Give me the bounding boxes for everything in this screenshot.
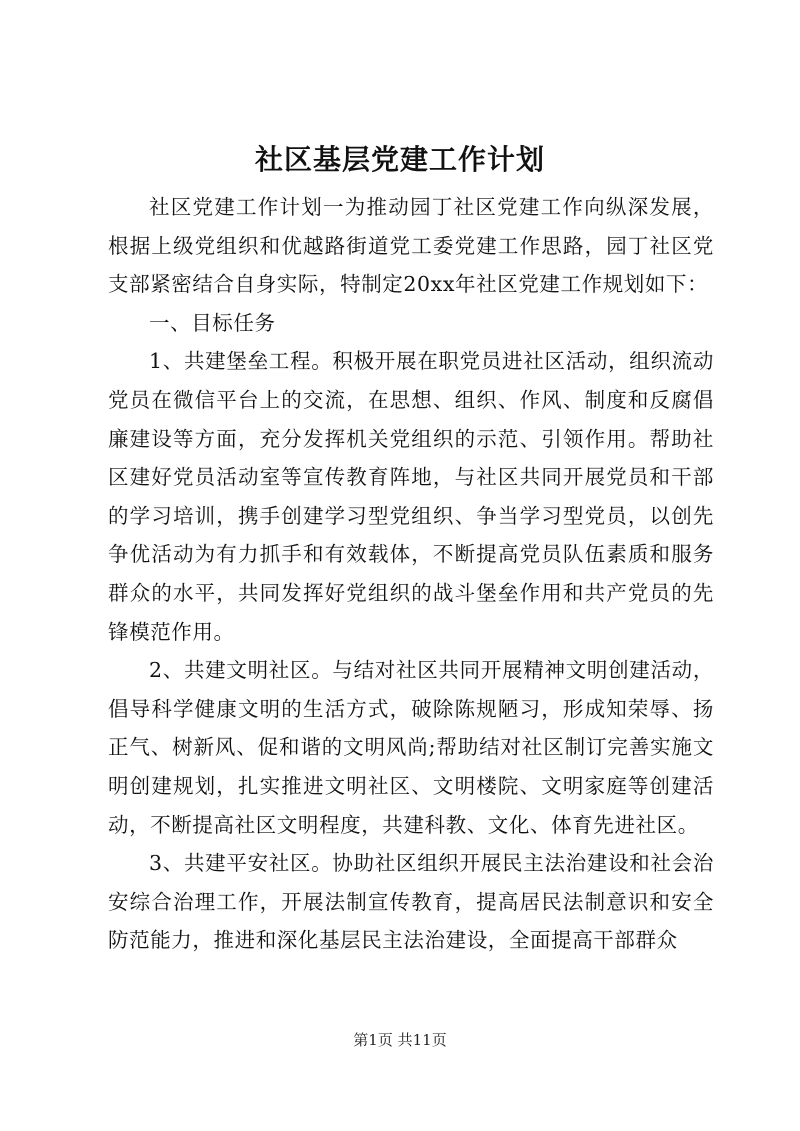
page-number-footer: 第1页 共11页 xyxy=(353,1031,447,1049)
paragraph-item-1: 1、共建堡垒工程。积极开展在职党员进社区活动，组织流动党员在微信平台上的交流，在思想、组织、作风、制度和反腐倡廉建设等方面，充分发挥机关党组织的示范、引领作用。帮助社区建好党员活动室等宣传教育阵地，与社区共同开展党员和干部的学习培训，携手创建学习型党组织、争当学习型党员，以创先争优活动为有力抓手和有效载体，不断提高党员队伍素质和服务群众的水平，共同发挥好党组织的战斗堡垒作用和共产党员的先锋模范作用。 xyxy=(108,349,714,644)
section-heading: 一、目标任务 xyxy=(149,310,276,335)
document-title: 社区基层党建工作计划 xyxy=(254,143,545,176)
paragraph-intro: 社区党建工作计划一为推动园丁社区党建工作向纵深发展，根据上级党组织和优越路街道党工委党建工作思路，园丁社区党支部紧密结合自身实际，特制定20xx年社区党建工作规划如下： xyxy=(108,195,714,297)
document-body xyxy=(108,188,714,960)
paragraph-item-2: 2、共建文明社区。与结对社区共同开展精神文明创建活动，倡导科学健康文明的生活方式，破除陈规陋习，形成知荣辱、扬正气、树新风、促和谐的文明风尚;帮助结对社区制订完善实施文明创建规划，扎实推进文明社区、文明楼院、文明家庭等创建活动，不断提高社区文明程度，共建科教、文化、体育先进社区。 xyxy=(108,658,714,837)
paragraph-item-3: 3、共建平安社区。协助社区组织开展民主法治建设和社会治安综合治理工作，开展法制宣传教育，提高居民法制意识和安全防范能力，推进和深化基层民主法治建设，全面提高干部群众 xyxy=(108,851,714,953)
